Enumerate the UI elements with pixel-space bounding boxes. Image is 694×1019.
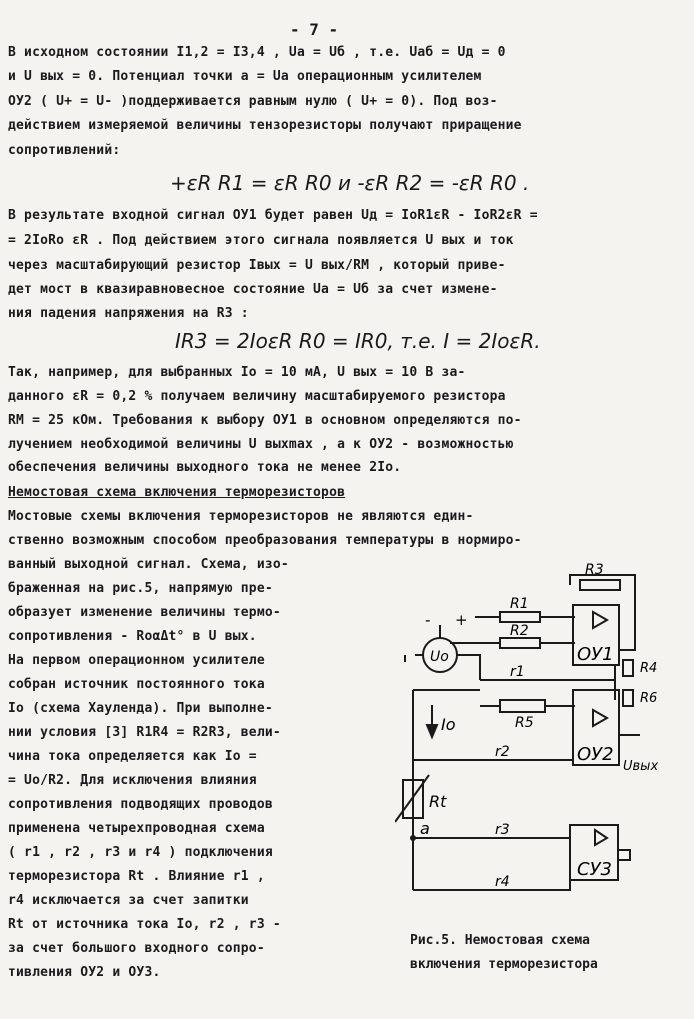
r4-label: R4 — [640, 661, 658, 676]
r4-wire-label: r4 — [495, 874, 510, 890]
figure-caption: Рис.5. Немостовая схема — [410, 933, 591, 948]
text-line: Io (схема Хауленда). При выполне- — [8, 701, 273, 716]
formula: +εR R1 = εR R0 и -εR R2 = -εR R0 . — [170, 171, 530, 195]
text-line: ванный выходной сигнал. Схема, изо- — [8, 557, 289, 572]
text-line: тивления ОУ2 и ОУ3. — [8, 965, 161, 980]
uo-label: Uo — [430, 649, 449, 665]
op2-label: ОУ2 — [577, 744, 614, 765]
text-line: r4 исключается за счет запитки — [8, 893, 249, 908]
text-line: сопротивления - RoαΔt° в U вых. — [8, 629, 257, 644]
formula: IR3 = 2IoεR R0 = IR0, т.е. I = 2IoεR. — [175, 329, 541, 353]
r3-wire-label: r3 — [495, 822, 510, 838]
r3-label: R3 — [585, 562, 604, 578]
r2-wire-label: r2 — [495, 744, 510, 760]
text-line: применена четырехпроводная схема — [8, 821, 265, 836]
text-line: ния падения напряжения на R3 : — [8, 306, 249, 321]
plus-label: + — [455, 611, 468, 629]
text-line: Мостовые схемы включения терморезисторов не являются един- — [8, 509, 474, 524]
text-line: Rt от источника тока Io, r2 , r3 - — [8, 917, 281, 932]
text-line: ( r1 , r2 , r3 и r4 ) подключения — [8, 845, 273, 860]
text-line: за счет большого входного сопро- — [8, 941, 265, 956]
text-line: и U вых = 0. Потенциал точки a = Ua операционным усилителем — [8, 69, 482, 84]
op3-label: СУ3 — [577, 859, 612, 880]
text-line: собран источник постоянного тока — [8, 677, 265, 692]
text-line: действием измеряемой величины тензорезисторы получают приращение — [8, 118, 522, 133]
text-line: обеспечения величины выходного тока не менее 2Io. — [8, 460, 402, 475]
minus-label: - — [425, 611, 431, 629]
text-line: дет мост в квазиравновесное состояние Uа = Uб за счет измене- — [8, 282, 498, 297]
text-line: сопротивлений: — [8, 143, 121, 158]
text-line: образует изменение величины термо- — [8, 605, 281, 620]
r1-label: R1 — [510, 596, 529, 612]
r5-label: R5 — [515, 715, 534, 731]
figure-caption: включения терморезистора — [410, 957, 598, 972]
page-number: - 7 - — [290, 20, 339, 39]
text-line: терморезистора Rt . Влияние r1 , — [8, 869, 265, 884]
text-line: чина тока определяется как Io = — [8, 749, 257, 764]
text-line: данного εR = 0,2 % получаем величину масштабируемого резистора — [8, 389, 506, 404]
rt-label: Rt — [429, 792, 447, 811]
text-line: На первом операционном усилителе — [8, 653, 265, 668]
text-line: Так, например, для выбранных Io = 10 мА, U вых = 10 В за- — [8, 365, 466, 380]
uout-label: Uвых — [623, 759, 659, 774]
circuit-diagram — [395, 560, 685, 910]
text-line: браженная на рис.5, напрямую пре- — [8, 581, 273, 596]
op1-label: ОУ1 — [577, 644, 614, 665]
r6-label: R6 — [640, 691, 658, 706]
r1-small-label: r1 — [510, 664, 525, 680]
text-line: ОУ2 ( U+ = U- )поддерживается равным нулю ( U+ = 0). Под воз- — [8, 94, 498, 109]
text-line: В исходном состоянии I1,2 = I3,4 , Uа = Uб , т.е. Uаб = Uд = 0 — [8, 45, 506, 60]
r2-label: R2 — [510, 623, 529, 639]
node-a-label: a — [420, 819, 430, 838]
text-line: = 2IoRo εR . Под действием этого сигнала появляется U вых и ток — [8, 233, 514, 248]
text-line: ственно возможным способом преобразования температуры в нормиро- — [8, 533, 522, 548]
text-line: нии условия [3] R1R4 = R2R3, вели- — [8, 725, 281, 740]
text-line: лучением необходимой величины U выхmax , а к ОУ2 - возможностью — [8, 437, 514, 452]
text-line: = Uo/R2. Для исключения влияния — [8, 773, 257, 788]
section-heading: Немостовая схема включения терморезисторов — [8, 485, 346, 500]
io-label: Io — [441, 715, 456, 734]
text-line: RM = 25 кОм. Требования к выбору ОУ1 в основном определяются по- — [8, 413, 522, 428]
text-line: сопротивления подводящих проводов — [8, 797, 273, 812]
text-line: В результате входной сигнал ОУ1 будет равен Uд = IoR1εR - IoR2εR = — [8, 208, 538, 223]
text-line: через масштабирующий резистор Iвых = U вых/RM , который приве- — [8, 258, 506, 273]
